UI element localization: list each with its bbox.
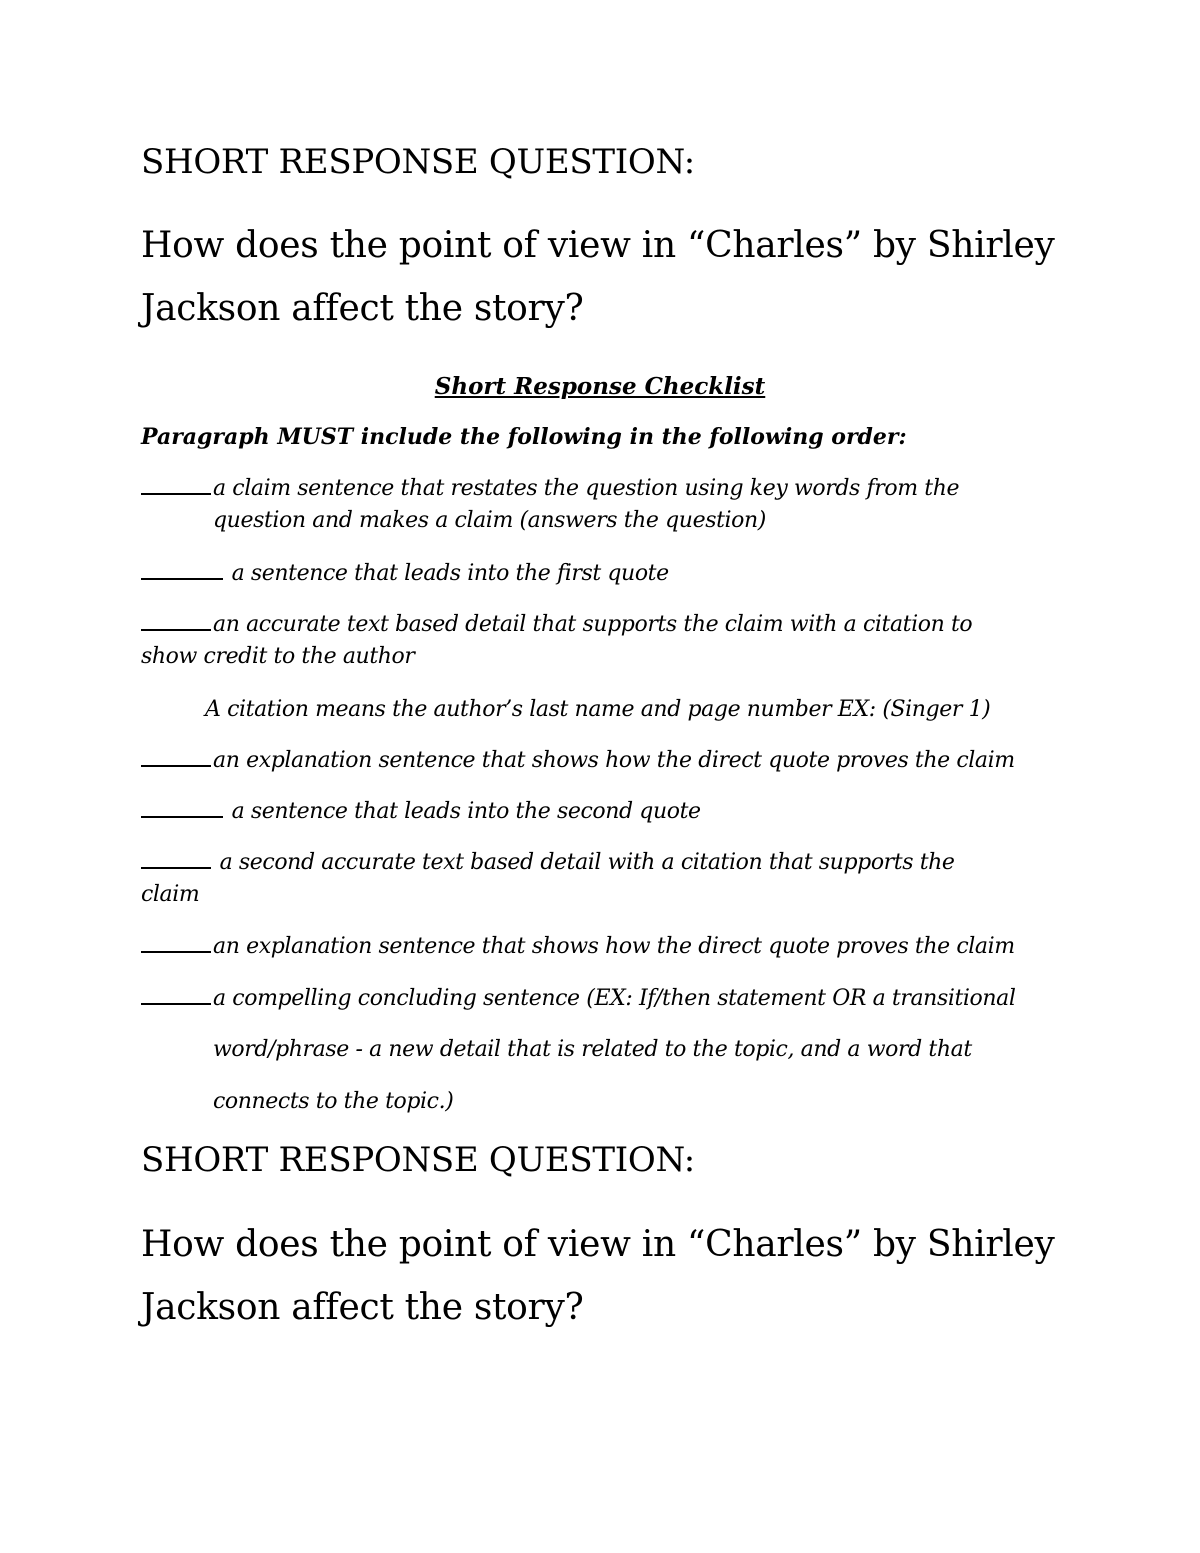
checklist-item-continuation: question and makes a claim (answers the question) [213,508,766,533]
checklist-item-continuation: claim [141,882,200,907]
section-label: SHORT RESPONSE QUESTION: [141,1140,695,1180]
section-label: SHORT RESPONSE QUESTION: [141,142,695,182]
checklist-item-continuation: show credit to the author [141,644,415,669]
question-line: Jackson affect the story? [141,1287,584,1328]
item-text: a sentence that leads into the first quote [225,561,669,586]
checklist-intro: Paragraph MUST include the following in the following order: [141,424,907,450]
checklist-item [141,799,701,824]
checkbox-blank[interactable] [141,987,211,1005]
item-text: a sentence that leads into the second quote [225,799,701,824]
item-text: an explanation sentence that shows how the direct quote proves the claim [213,748,1015,773]
item-text: an accurate text based detail that supports the claim with a citation to [213,612,973,637]
checkbox-blank[interactable] [141,851,211,869]
checklist-item [141,934,1015,959]
checklist-item [141,986,1016,1011]
checkbox-blank[interactable] [141,562,223,580]
checklist-item [141,612,972,637]
checklist-item-continuation: word/phrase - a new detail that is related to the topic, and a word that [213,1037,972,1062]
question-line: How does the point of view in “Charles” by Shirley [141,225,1055,266]
checkbox-blank[interactable] [141,613,211,631]
question-line: How does the point of view in “Charles” by Shirley [141,1224,1055,1265]
checkbox-blank[interactable] [141,749,211,767]
checklist-item-continuation: connects to the topic.) [213,1089,454,1114]
checkbox-blank[interactable] [141,935,211,953]
checkbox-blank[interactable] [141,477,211,495]
checklist-item [141,748,1015,773]
item-text: a second accurate text based detail with a citation that supports the [213,850,955,875]
checklist-title: Short Response Checklist [434,373,766,400]
checklist-item [141,561,669,586]
item-text: a compelling concluding sentence (EX: If/then statement OR a transitional [213,986,1016,1011]
citation-note: A citation means the author’s last name and page number EX: (Singer 1) [205,697,991,722]
item-text: a claim sentence that restates the question using key words from the [213,476,960,501]
checkbox-blank[interactable] [141,800,223,818]
checklist-item [141,476,959,501]
item-text: an explanation sentence that shows how the direct quote proves the claim [213,934,1015,959]
checklist-item [141,850,955,875]
question-line: Jackson affect the story? [141,288,584,329]
